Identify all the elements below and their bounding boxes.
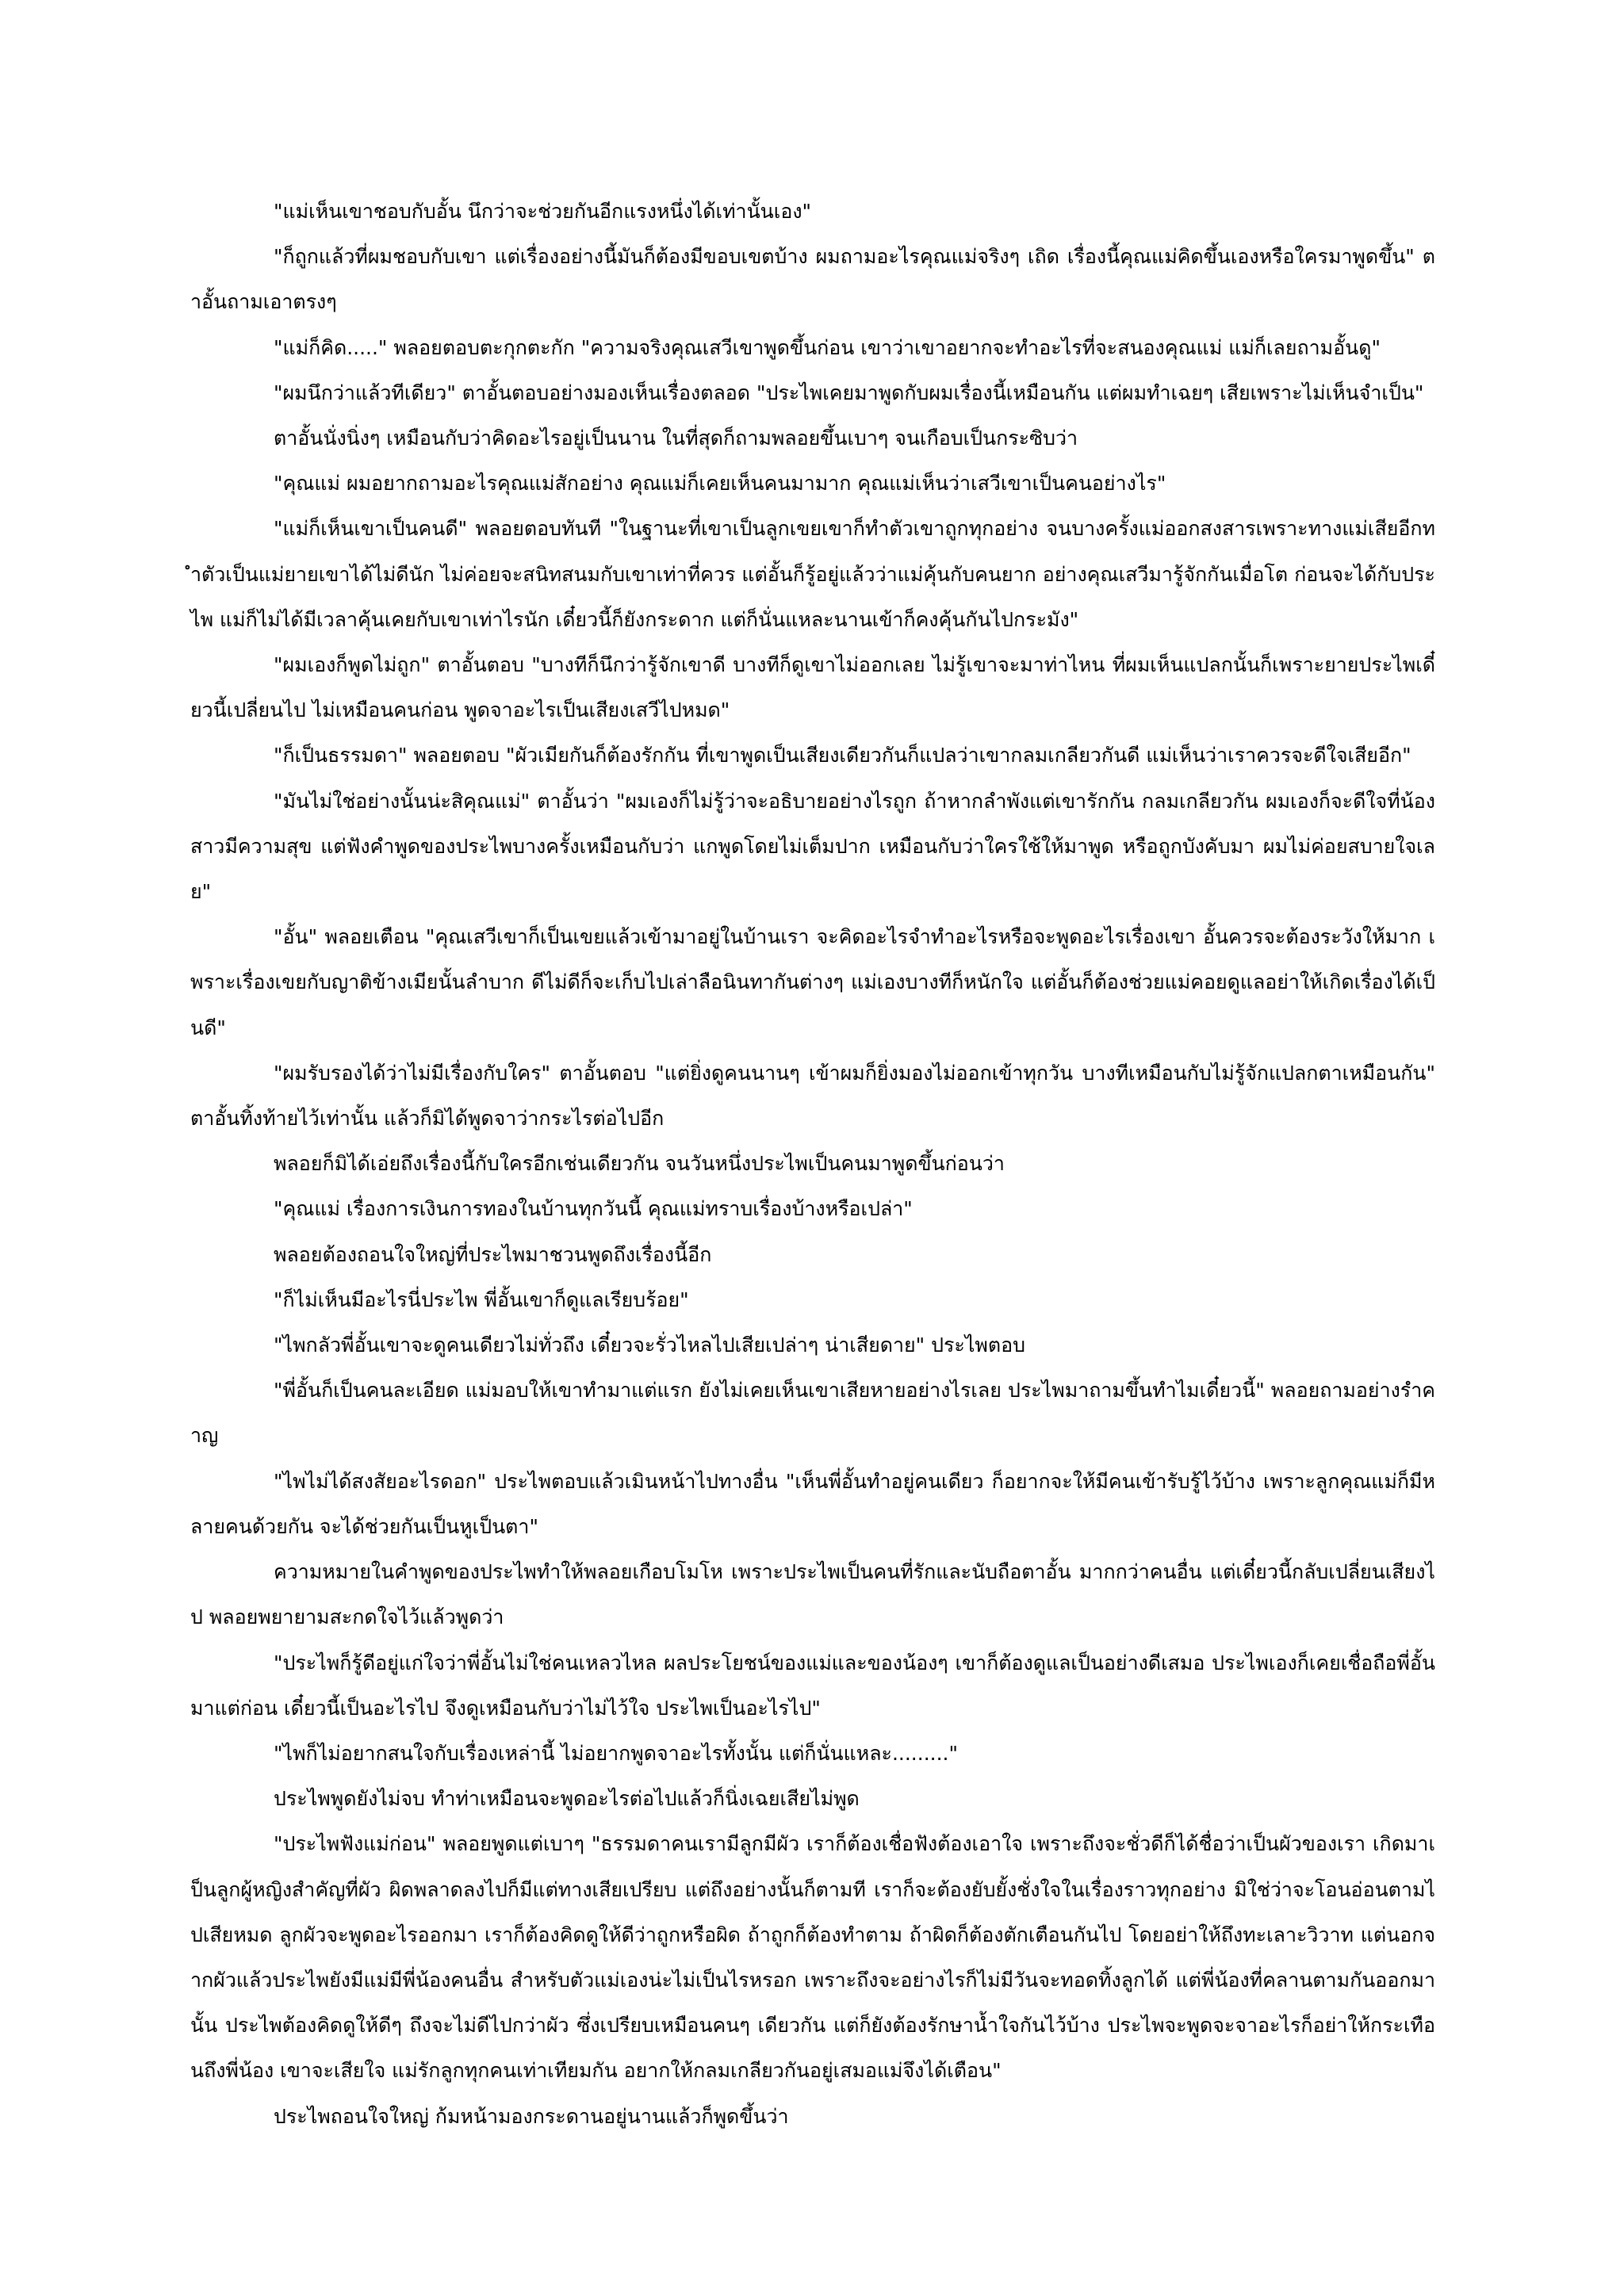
paragraph: "ประไพก็รู้ดีอยู่แก่ใจว่าพี่อั้นไม่ใช่คนเหลวไหล ผลประโยชน์ของแม่และของน้องๆ เขาก็ต้องดูแลเป็นอย่างดีเสมอ ประไพเองก็เคยเชื่อถือพี่อั้นมาแต่ก่อน เดี๋ยวนี้เป็นอะไรไป จึงดูเหมือนกับว่าไม่ไว้ใจ ประไพเป็นอะไรไป" <box>190 1651 1435 1720</box>
paragraph: "แม่ก็คิด....." พลอยตอบตะกุกตะกัก "ความจริงคุณเสวีเขาพูดขึ้นก่อน เขาว่าเขาอยากจะทำอะไรที่จะสนองคุณแม่ แม่ก็เลยถามอั้นดู" <box>274 335 1381 359</box>
paragraph: "ไพก็ไม่อยากสนใจกับเรื่องเหล่านี้ ไม่อยากพูดจาอะไรทั้งนั้น แต่ก็นั่นแหละ........." <box>274 1741 958 1765</box>
paragraph: "ผมเองก็พูดไม่ถูก" ตาอั้นตอบ "บางทีก็นึกว่ารู้จักเขาดี บางทีก็ดูเขาไม่ออกเลย ไม่รู้เขาจะมาท่าไหน ที่ผมเห็นแปลกนั้นก็เพราะยายประไพเดี๋ยวนี้เปลี่ยนไป ไม่เหมือนคนก่อน พูดจาอะไรเป็นเสียงเสวีไปหมด" <box>190 653 1435 722</box>
paragraph: "ผมนึกว่าแล้วทีเดียว" ตาอั้นตอบอย่างมองเห็นเรื่องตลอด "ประไพเคยมาพูดกับผมเรื่องนี้เหมือนกัน แต่ผมทำเฉยๆ เสียเพราะไม่เห็นจำเป็น" <box>274 381 1424 404</box>
paragraph: "มันไม่ใช่อย่างนั้นน่ะสิคุณแม่" ตาอั้นว่า "ผมเองก็ไม่รู้ว่าจะอธิบายอย่างไรถูก ถ้าหากลำพังแต่เขารักกัน กลมเกลียวกัน ผมเองก็จะดีใจที่น้องสาวมีความสุข แต่ฟังคำพูดของประไพบางครั้งเหมือนกับว่า แกพูดโดยไม่เต็มปาก เหมือนกับว่าใครใช้ให้มาพูด หรือถูกบังคับมา ผมไม่ค่อยสบายใจเลย" <box>190 789 1435 904</box>
paragraph: ประไพถอนใจใหญ่ ก้มหน้ามองกระดานอยู่นานแล้วก็พูดขึ้นว่า <box>274 2104 789 2128</box>
paragraph: "แม่เห็นเขาชอบกับอั้น นึกว่าจะช่วยกันอีกแรงหนึ่งได้เท่านั้นเอง" <box>274 200 812 223</box>
document-page <box>190 189 1435 2139</box>
paragraph: พลอยต้องถอนใจใหญ่ที่ประไพมาชวนพูดถึงเรื่องนี้อีก <box>274 1242 712 1266</box>
paragraph: "ก็ไม่เห็นมีอะไรนี่ประไพ พี่อั้นเขาก็ดูแลเรียบร้อย" <box>274 1288 689 1311</box>
paragraph: "ก็เป็นธรรมดา" พลอยตอบ "ผัวเมียกันก็ต้องรักกัน ที่เขาพูดเป็นเสียงเดียวกันก็แปลว่าเขากลมเกลียวกันดี แม่เห็นว่าเราควรจะดีใจเสียอีก" <box>274 744 1411 767</box>
paragraph: ตาอั้นนั่งนิ่งๆ เหมือนกับว่าคิดอะไรอยู่เป็นนาน ในที่สุดก็ถามพลอยขึ้นเบาๆ จนเกือบเป็นกระซิบว่า <box>274 427 1078 450</box>
paragraph: "อั้น" พลอยเตือน "คุณเสวีเขาก็เป็นเขยแล้วเข้ามาอยู่ในบ้านเรา จะคิดอะไรจำทำอะไรหรือจะพูดอะไรเรื่องเขา อั้นควรจะต้องระวังให้มาก เพราะเรื่องเขยกับญาติข้างเมียนั้นลำบาก ดีไม่ดีก็จะเก็บไปเล่าลือนินทากันต่างๆ แม่เองบางทีก็หนักใจ แต่อั้นก็ต้องช่วยแม่คอยดูแลอย่าให้เกิดเรื่องได้เป็นดี" <box>190 925 1435 1039</box>
paragraph: ประไพพูดยังไม่จบ ทำท่าเหมือนจะพูดอะไรต่อไปแล้วก็นิ่งเฉยเสียไม่พูด <box>274 1787 860 1811</box>
paragraph: "ก็ถูกแล้วที่ผมชอบกับเขา แต่เรื่องอย่างนี้มันก็ต้องมีขอบเขตบ้าง ผมถามอะไรคุณแม่จริงๆ เถิด เรื่องนี้คุณแม่คิดขึ้นเองหรือใครมาพูดขึ้น" ตาอั้นถามเอาตรงๆ <box>190 245 1435 314</box>
paragraph: ความหมายในคำพูดของประไพทำให้พลอยเกือบโมโห เพราะประไพเป็นคนที่รักและนับถือตาอั้น มากกว่าคนอื่น แต่เดี๋ยวนี้กลับเปลี่ยนเสียงไป พลอยพยายามสะกดใจไว้แล้วพูดว่า <box>190 1560 1435 1629</box>
paragraph: "ประไพฟังแม่ก่อน" พลอยพูดแต่เบาๆ "ธรรมดาคนเรามีลูกมีผัว เราก็ต้องเชื่อฟังต้องเอาใจ เพราะถึงจะชั่วดีก็ได้ชื่อว่าเป็นผัวของเรา เกิดมาเป็นลูกผู้หญิงสำคัญที่ผัว ผิดพลาดลงไปก็มีแต่ทางเสียเปรียบ แต่ถึงอย่างนั้นก็ตามที เราก็จะต้องยับยั้งชั่งใจในเรื่องราวทุกอย่าง มิใช่ว่าจะโอนอ่อนตามไปเสียหมด ลูกผัวจะพูดอะไรออกมา เราก็ต้องคิดดูให้ดีว่าถูกหรือผิด ถ้าถูกก็ต้องทำตาม ถ้าผิดก็ต้องตักเตือนกันไป โดยอย่าให้ถึงทะเลาะวิวาท แต่นอกจากผัวแล้วประไพยังมีแม่มีพี่น้องคนอื่น สำหรับตัวแม่เองน่ะไม่เป็นไรหรอก เพราะถึงจะอย่างไรก็ไม่มีวันจะทอดทิ้งลูกได้ แต่พี่น้องที่คลานตามกันออกมานั้น ประไพต้องคิดดูให้ดีๆ ถึงจะไม่ดีไปกว่าผัว ซึ่งเปรียบเหมือนคนๆ เดียวกัน แต่ก็ยังต้องรักษาน้ำใจกันไว้บ้าง ประไพจะพูดจะจาอะไรก็อย่าให้กระเทือนถึงพี่น้อง เขาจะเสียใจ แม่รักลูกทุกคนเท่าเทียมกัน อยากให้กลมเกลียวกันอยู่เสมอแม่จึงได้เตือน" <box>190 1832 1435 2083</box>
paragraph: "คุณแม่ เรื่องการเงินการทองในบ้านทุกวันนี้ คุณแม่ทราบเรื่องบ้างหรือเปล่า" <box>274 1197 913 1221</box>
paragraph: "พี่อั้นก็เป็นคนละเอียด แม่มอบให้เขาทำมาแต่แรก ยังไม่เคยเห็นเขาเสียหายอย่างไรเลย ประไพมาถามขึ้นทำไมเดี๋ยวนี้" พลอยถามอย่างรำคาญ <box>190 1379 1435 1448</box>
paragraph: "ไพกลัวพี่อั้นเขาจะดูคนเดียวไม่ทั่วถึง เดี๋ยวจะรั่วไหลไปเสียเปล่าๆ น่าเสียดาย" ประไพตอบ <box>274 1334 1026 1357</box>
paragraph: "ผมรับรองได้ว่าไม่มีเรื่องกับใคร" ตาอั้นตอบ "แต่ยิ่งดูคนนานๆ เข้าผมก็ยิ่งมองไม่ออกเข้าทุกวัน บางทีเหมือนกับไม่รู้จักแปลกตาเหมือนกัน" ตาอั้นทิ้งท้ายไว้เท่านั้น แล้วก็มิได้พูดจาว่ากระไรต่อไปอีก <box>190 1061 1435 1131</box>
paragraph: "แม่ก็เห็นเขาเป็นคนดี" พลอยตอบทันที "ในฐานะที่เขาเป็นลูกเขยเขาก็ทำตัวเขาถูกทุกอย่าง จนบางครั้งแม่ออกสงสารเพราะทางแม่เสียอีกทำตัวเป็นแม่ยายเขาได้ไม่ดีนัก ไม่ค่อยจะสนิทสนมกับเขาเท่าที่ควร แต่อั้นก็รู้อยู่แล้วว่าแม่คุ้นกับคนยาก อย่างคุณเสวีมารู้จักกันเมื่อโต ก่อนจะได้กับประไพ แม่ก็ไม่ได้มีเวลาคุ้นเคยกับเขาเท่าไรนัก เดี๋ยวนี้ก็ยังกระดาก แต่ก็นั่นแหละนานเข้าก็คงคุ้นกันไปกระมัง" <box>190 517 1435 631</box>
paragraph: "ไพไม่ได้สงสัยอะไรดอก" ประไพตอบแล้วเมินหน้าไปทางอื่น "เห็นพี่อั้นทำอยู่คนเดียว ก็อยากจะให้มีคนเข้ารับรู้ไว้บ้าง เพราะลูกคุณแม่ก็มีหลายคนด้วยกัน จะได้ช่วยกันเป็นหูเป็นตา" <box>190 1469 1435 1538</box>
paragraph: "คุณแม่ ผมอยากถามอะไรคุณแม่สักอย่าง คุณแม่ก็เคยเห็นคนมามาก คุณแม่เห็นว่าเสวีเขาเป็นคนอย่างไร" <box>274 472 1166 496</box>
paragraph: พลอยก็มิได้เอ่ยถึงเรื่องนี้กับใครอีกเช่นเดียวกัน จนวันหนึ่งประไพเป็นคนมาพูดขึ้นก่อนว่า <box>274 1152 1005 1176</box>
